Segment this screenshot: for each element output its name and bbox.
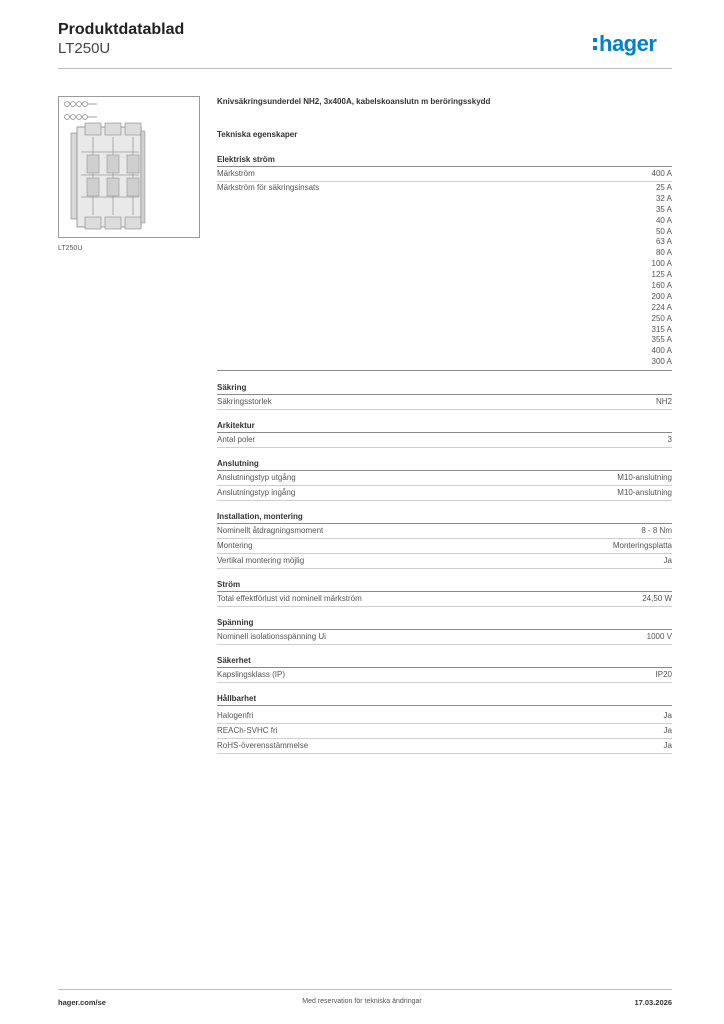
- spec-value: M10-anslutning: [617, 488, 672, 498]
- svg-text:hager: hager: [599, 31, 657, 56]
- spec-value: NH2: [655, 397, 672, 407]
- spec-value: 3: [667, 435, 672, 445]
- spec-value: 40 A: [655, 215, 672, 225]
- spec-value: 315 A: [651, 324, 672, 334]
- spec-value: Ja: [663, 556, 672, 566]
- spec-label: Vertikal montering möjlig: [217, 556, 305, 566]
- section-current: [217, 579, 672, 607]
- spec-row: [217, 724, 672, 739]
- spec-label: REACh-SVHC fri: [217, 726, 278, 736]
- spec-label: Antal poler: [217, 435, 256, 445]
- spec-label: Nominellt åtdragningsmoment: [217, 526, 324, 536]
- header-divider: [58, 68, 672, 69]
- section-title: Installation, montering: [217, 511, 672, 524]
- section-title: Säkring: [217, 382, 672, 395]
- fuse-base-illustration: [59, 97, 199, 237]
- spec-row: [217, 709, 672, 724]
- spec-row-multi: [217, 182, 672, 371]
- spec-value: 400 A: [651, 169, 672, 178]
- spec-row: [217, 395, 672, 410]
- spec-value: 125 A: [651, 270, 672, 280]
- section-sustainability: [217, 693, 672, 754]
- spec-label: Anslutningstyp ingång: [217, 488, 296, 498]
- spec-value: 160 A: [651, 281, 672, 291]
- spec-label: Halogenfri: [217, 711, 254, 721]
- spec-row: [217, 433, 672, 448]
- spec-content: [217, 96, 672, 754]
- section-voltage: [217, 617, 672, 645]
- section-title: Arkitektur: [217, 420, 672, 433]
- spec-value: 250 A: [651, 313, 672, 323]
- spec-value: IP20: [655, 670, 672, 680]
- spec-value: 1000 V: [646, 632, 672, 642]
- spec-value: 35 A: [655, 204, 672, 214]
- spec-row: [217, 668, 672, 683]
- section-title: Hållbarhet: [217, 693, 672, 706]
- section-title: Ström: [217, 579, 672, 592]
- spec-label: RoHS-överensstämmelse: [217, 741, 309, 751]
- section-title: Anslutning: [217, 458, 672, 471]
- hager-logo: [592, 28, 672, 58]
- spec-label: Märkström: [217, 169, 255, 178]
- spec-value: M10-anslutning: [617, 473, 672, 483]
- footer-date: 17.03.2026: [634, 998, 672, 1007]
- spec-label: Säkringsstorlek: [217, 397, 272, 407]
- section-title: Elektrisk ström: [217, 154, 672, 167]
- spec-value: 355 A: [651, 335, 672, 345]
- image-caption: LT250U: [58, 245, 83, 252]
- spec-value: 63 A: [655, 237, 672, 247]
- product-description: Knivsäkringsunderdel NH2, 3x400A, kabelskoanslutn m beröringsskydd: [217, 97, 491, 106]
- spec-value: 80 A: [655, 248, 672, 258]
- spec-value: 32 A: [655, 193, 672, 203]
- spec-value: 400 A: [651, 346, 672, 356]
- spec-row: [217, 167, 672, 182]
- page-title: Produktdatablad: [58, 21, 185, 38]
- footer-disclaimer: Med reservation för tekniska ändringar: [302, 998, 422, 1005]
- section-title: Säkerhet: [217, 655, 672, 668]
- product-image: [58, 96, 200, 238]
- spec-value: Ja: [663, 711, 672, 721]
- spec-label: Anslutningstyp utgång: [217, 473, 296, 483]
- spec-row: [217, 471, 672, 486]
- spec-label: Total effektförlust vid nominell märkström: [217, 594, 362, 604]
- footer-website[interactable]: hager.com/se: [58, 998, 106, 1007]
- spec-values: [652, 183, 672, 368]
- spec-value: 24,50 W: [642, 594, 672, 604]
- spec-row: [217, 524, 672, 539]
- section-architecture: [217, 420, 672, 448]
- spec-value: 200 A: [651, 291, 672, 301]
- section-installation: [217, 511, 672, 569]
- spec-row: [217, 739, 672, 754]
- spec-row: [217, 630, 672, 645]
- spec-value: 25 A: [655, 183, 672, 192]
- spec-row: [217, 539, 672, 554]
- spec-label: Nominell isolationsspänning Ui: [217, 632, 326, 642]
- spec-value: 300 A: [651, 357, 672, 367]
- spec-value: 50 A: [655, 226, 672, 236]
- section-safety: [217, 655, 672, 683]
- section-electrical: [217, 154, 672, 371]
- spec-label: Kapslingsklass (IP): [217, 670, 286, 680]
- spec-value: Monteringsplatta: [612, 541, 672, 551]
- spec-value: 224 A: [651, 302, 672, 312]
- footer-divider: [58, 989, 672, 990]
- section-fuse: [217, 382, 672, 410]
- spec-label: Montering: [217, 541, 253, 551]
- spec-label: Märkström för säkringsinsats: [217, 183, 320, 192]
- spec-row: [217, 554, 672, 569]
- spec-value: Ja: [663, 726, 672, 736]
- product-code: LT250U: [58, 40, 111, 57]
- spec-value: Ja: [663, 741, 672, 751]
- spec-row: [217, 592, 672, 607]
- spec-value: 100 A: [651, 259, 672, 269]
- spec-row: [217, 486, 672, 501]
- section-connection: [217, 458, 672, 501]
- spec-value: 8 - 8 Nm: [641, 526, 672, 536]
- section-title: Spänning: [217, 617, 672, 630]
- tech-heading: Tekniska egenskaper: [217, 130, 298, 139]
